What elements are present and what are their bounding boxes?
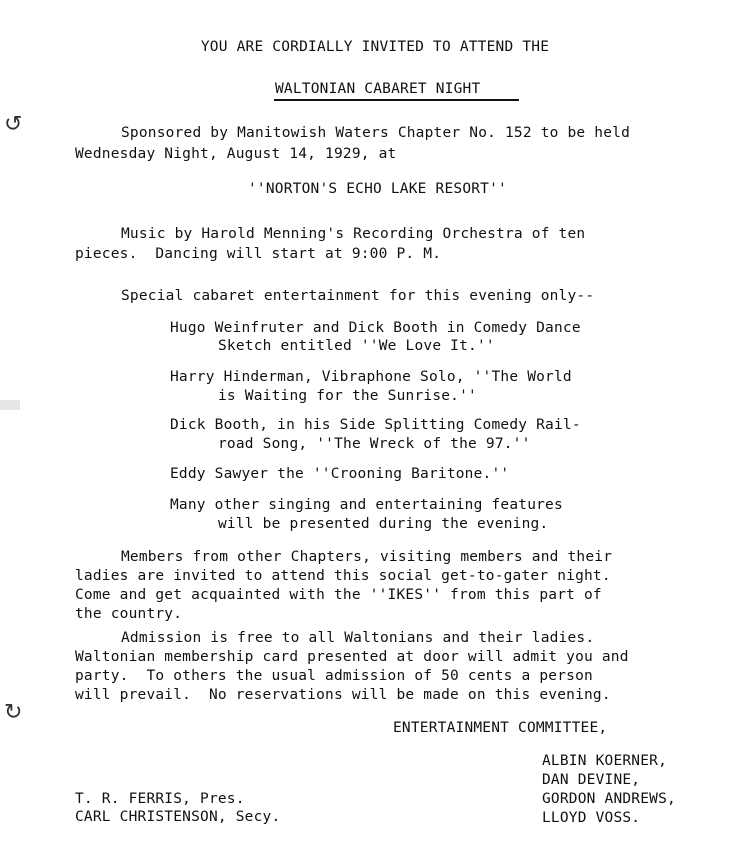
act-4-line-1: Eddy Sawyer the ''Crooning Baritone.'' [170,466,510,482]
committee-title: ENTERTAINMENT COMMITTEE, [393,720,608,736]
committee-member-3: GORDON ANDREWS, [542,791,676,807]
members-paragraph-line-3: Come and get acquainted with the ''IKES'' from this part of [75,587,602,603]
act-5-line-2: will be presented during the evening. [218,516,549,532]
act-1-line-1: Hugo Weinfruter and Dick Booth in Comedy Dance [170,320,581,336]
committee-member-4: LLOYD VOSS. [542,810,641,826]
event-title-underline [274,99,519,101]
sponsor-line-1: Sponsored by Manitowish Waters Chapter No. 152 to be held [121,125,630,141]
admission-paragraph-line-3: party. To others the usual admission of 50 cents a person [75,668,593,684]
binder-hole-mark-top: ↺ [4,112,23,137]
venue-name: ''NORTON'S ECHO LAKE RESORT'' [248,181,507,197]
members-paragraph-line-1: Members from other Chapters, visiting members and their [121,549,613,565]
act-2-line-2: is Waiting for the Sunrise.'' [218,388,477,404]
act-3-line-2: road Song, ''The Wreck of the 97.'' [218,436,531,452]
invitation-heading: YOU ARE CORDIALLY INVITED TO ATTEND THE [200,39,550,55]
binder-hole-mark-bottom: ↻ [4,700,23,725]
committee-member-1: ALBIN KOERNER, [542,753,668,769]
admission-paragraph-line-2: Waltonian membership card presented at door will admit you and [75,649,629,665]
scan-smudge [0,400,20,410]
members-paragraph-line-2: ladies are invited to attend this social get-to-gater night. [75,568,611,584]
committee-member-2: DAN DEVINE, [542,772,641,788]
admission-paragraph-line-4: will prevail. No reservations will be made on this evening. [75,687,611,703]
special-entertainment-intro: Special cabaret entertainment for this evening only-- [121,288,595,304]
act-2-line-1: Harry Hinderman, Vibraphone Solo, ''The World [170,369,572,385]
members-paragraph-line-4: the country. [75,606,183,622]
act-1-line-2: Sketch entitled ''We Love It.'' [218,338,495,354]
act-5-line-1: Many other singing and entertaining features [170,497,563,513]
music-line-2: pieces. Dancing will start at 9:00 P. M. [75,246,442,262]
sponsor-line-2: Wednesday Night, August 14, 1929, at [75,146,397,162]
officer-president: T. R. FERRIS, Pres. [75,791,245,807]
music-line-1: Music by Harold Menning's Recording Orchestra of ten [121,226,586,242]
event-title: WALTONIAN CABARET NIGHT [275,81,481,97]
admission-paragraph-line-1: Admission is free to all Waltonians and their ladies. [121,630,595,646]
act-3-line-1: Dick Booth, in his Side Splitting Comedy Rail- [170,417,581,433]
officer-secretary: CARL CHRISTENSON, Secy. [75,809,281,825]
